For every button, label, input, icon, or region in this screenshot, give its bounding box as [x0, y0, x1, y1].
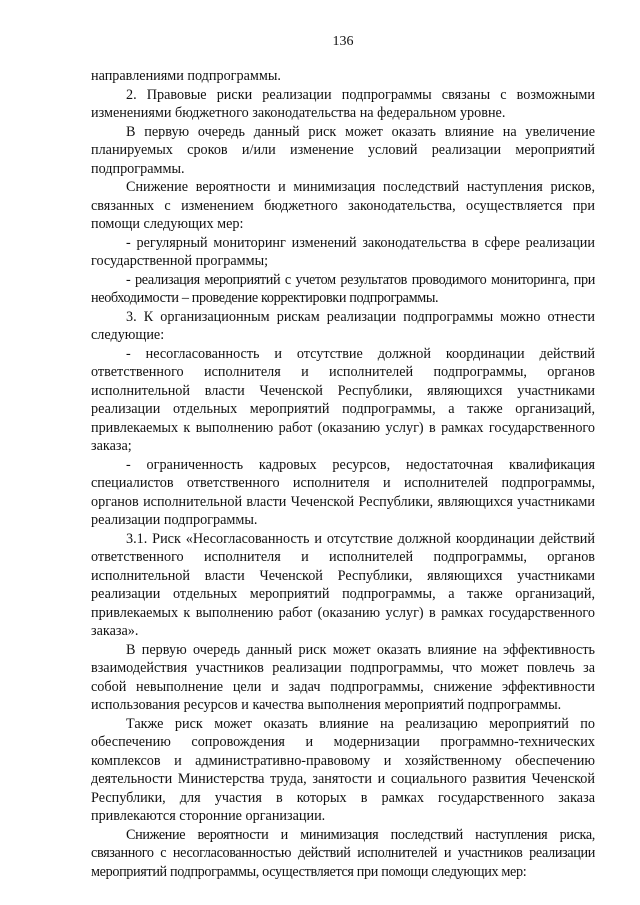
page-number: 136 [332, 34, 354, 49]
list-item-adjustment: - реализация мероприятий с учетом результатов проводимого мониторинга, при необходимости – проведение корректировки подпрограммы. [91, 271, 595, 306]
paragraph-organizational-risks: 3. К организационным рискам реализации подпрограммы можно отнести следующие: [91, 308, 595, 343]
paragraph-legal-risk-impact: В первую очередь данный риск может оказать влияние на увеличение планируемых сроков и/или изменение условий реализации мероприятий подпрограммы. [91, 123, 595, 177]
paragraph-continuation: направлениями подпрограммы. [91, 68, 281, 84]
paragraph-risk-influence: Также риск может оказать влияние на реализацию мероприятий по обеспечению сопровождения и модернизации программно-технических комплексов и административно-правовому и хозяйственному обеспечению деятельности Министерства труда, занятости и социального развития Чеченской Республики, для участия в которых в рамках государственного заказа привлекаются сторонние организации. [91, 715, 595, 824]
paragraph-legal-risks: 2. Правовые риски реализации подпрограммы связаны с возможными изменениями бюджетного законодательства на федеральном уровне. [91, 86, 595, 121]
list-item-staff: - ограниченность кадровых ресурсов, недостаточная квалификация специалистов ответственного исполнителя и исполнителей подпрограммы, органов исполнительной власти Чеченской Республики, являющихся участниками реализации подпрограммы. [91, 456, 595, 528]
document-body [91, 67, 595, 881]
list-item-monitoring: - регулярный мониторинг изменений законодательства в сфере реализации государственной программы; [91, 234, 595, 269]
list-item-coordination: - несогласованность и отсутствие должной координации действий ответственного исполнителя и исполнителей подпрограммы, органов исполнительной власти Чеченской Республики, являющихся участниками реализации отдельных мероприятий подпрограммы, а также организаций, привлекаемых к выполнению работ (оказанию услуг) в рамках государственного заказа; [91, 345, 595, 454]
paragraph-risk-impact: В первую очередь данный риск может оказать влияние на эффективность взаимодействия участников реализации подпрограммы, что может повлечь за собой невыполнение цели и задач подпрограммы, снижение эффективности использования ресурсов и качества выполнения мероприятий подпрограммы. [91, 641, 595, 713]
paragraph-risk-mitigation: Снижение вероятности и минимизация последствий наступления риска, связанного с несогласованностью действий исполнителей и участников реализации мероприятий подпрограммы, осуществляется при помощи следующих мер: [91, 826, 595, 880]
paragraph-legal-risk-mitigation: Снижение вероятности и минимизация последствий наступления рисков, связанных с изменением бюджетного законодательства, осуществляется при помощи следующих мер: [91, 179, 595, 232]
paragraph-risk-3-1: 3.1. Риск «Несогласованность и отсутствие должной координации действий ответственного исполнителя и исполнителей подпрограммы, органов исполнительной власти Чеченской Республики, являющихся участниками реализации отдельных мероприятий подпрограммы, а также организаций, привлекаемых к выполнению работ (оказанию услуг) в рамках государственного заказа». [91, 530, 595, 639]
